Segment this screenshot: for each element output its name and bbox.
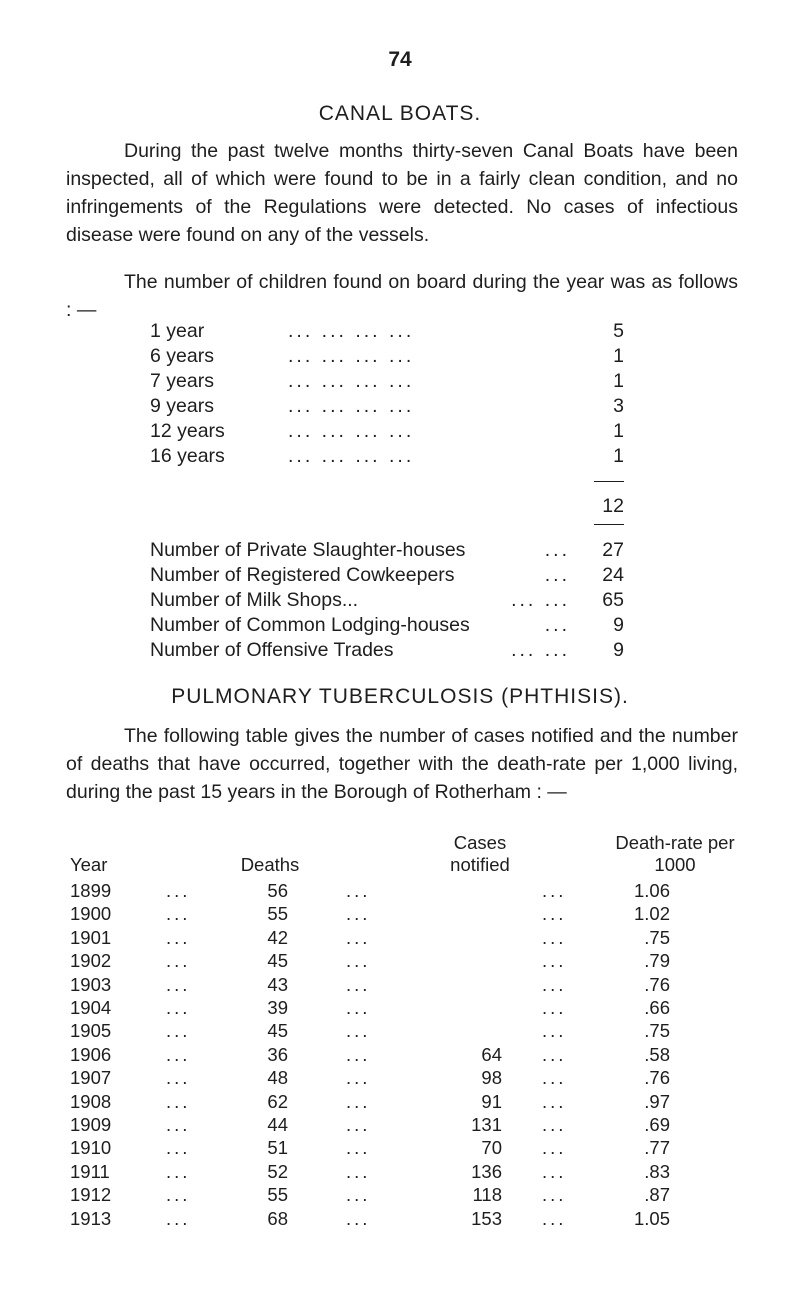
child-age: 1 year (150, 320, 205, 342)
cell-cases: 91 (481, 1090, 502, 1112)
cell-rate: .76 (644, 1067, 670, 1089)
premises-value: 24 (602, 564, 624, 586)
leader-dots: ... (166, 1160, 191, 1182)
leader-dots: ... (346, 880, 371, 901)
cell-deaths: 62 (267, 1090, 288, 1112)
cell-year: 1904 (70, 997, 112, 1018)
children-intro-text: The number of children found on board during the year was as follows : — (66, 271, 738, 321)
leader-dots: ... (544, 539, 570, 561)
leader-dots: ... (346, 1114, 371, 1135)
cell-year: 1909 (70, 1114, 112, 1135)
cell-cases: 153 (471, 1207, 502, 1229)
cell-year: 1910 (70, 1137, 112, 1159)
leader-dots: ... ... ... ... (288, 445, 415, 467)
leader-dots: ... (346, 1020, 371, 1042)
cell-cases: 70 (481, 1137, 502, 1159)
leader-dots: ... (166, 1090, 191, 1112)
cell-year: 1912 (70, 1184, 112, 1206)
leader-dots: ... (542, 1114, 567, 1135)
tuberculosis-paragraph-text: The following table gives the number of cases notified and the number of deaths that have occurred, together with the death-rate per 1,000 living, during the past 15 years in the Borough of Rotherham : — (66, 725, 738, 803)
table-row (0, 949, 800, 973)
cell-deaths: 44 (267, 1114, 288, 1135)
child-count: 1 (613, 420, 624, 442)
leader-dots: ... (542, 1137, 567, 1159)
leader-dots: ... (346, 1184, 371, 1206)
leader-dots: ... (166, 950, 191, 972)
premises-label: Number of Common Lodging-houses (150, 614, 470, 636)
leader-dots: ... (542, 1090, 567, 1112)
header-year: Year (70, 854, 108, 875)
leader-dots: ... (166, 1114, 191, 1135)
header-deaths: Deaths (240, 854, 300, 875)
cell-rate: .83 (644, 1160, 670, 1182)
children-total: 12 (602, 495, 624, 517)
tuberculosis-paragraph (66, 722, 738, 806)
cell-rate: 1.02 (633, 903, 670, 925)
cell-cases: 118 (472, 1184, 502, 1206)
leader-dots: ... (542, 903, 567, 925)
leader-dots: ... (542, 1020, 567, 1042)
leader-dots: ... (346, 1137, 371, 1159)
table-row (0, 1207, 800, 1231)
table-row (0, 926, 800, 950)
canal-boats-heading: CANAL BOATS. (318, 102, 482, 125)
leader-dots: ... (346, 1043, 371, 1065)
cell-deaths: 45 (267, 950, 288, 972)
cell-rate: .69 (644, 1114, 670, 1135)
cell-rate: 1.06 (633, 880, 670, 901)
child-row (150, 443, 624, 469)
leader-dots: ... (166, 1043, 191, 1065)
child-count: 5 (613, 320, 624, 342)
cell-year: 1901 (70, 926, 112, 948)
leader-dots: ... (542, 1043, 567, 1065)
leader-dots: ... (542, 1207, 567, 1229)
leader-dots: ... (346, 1090, 371, 1112)
leader-dots: ... (346, 1160, 371, 1182)
cell-year: 1906 (70, 1043, 112, 1065)
cell-rate: .77 (644, 1137, 670, 1159)
cell-year: 1913 (70, 1207, 112, 1229)
table-row (0, 1090, 800, 1114)
leader-dots: ... (346, 1207, 371, 1229)
child-age: 16 years (150, 445, 225, 467)
cell-deaths: 51 (267, 1137, 288, 1159)
table-row (0, 1113, 800, 1137)
child-count: 1 (613, 345, 624, 367)
leader-dots: ... (542, 997, 567, 1018)
cell-rate: 1.05 (633, 1207, 670, 1229)
cell-deaths: 42 (267, 926, 288, 948)
leader-dots: ... (166, 1137, 191, 1159)
cell-rate: .58 (644, 1043, 670, 1065)
leader-dots: ... (166, 1020, 191, 1042)
cell-year: 1905 (70, 1020, 112, 1042)
premises-value: 9 (613, 639, 624, 661)
cell-rate: .75 (644, 926, 670, 948)
leader-dots: ... (542, 926, 567, 948)
child-count: 3 (613, 395, 624, 417)
cell-cases: 131 (471, 1114, 502, 1135)
cell-rate: .75 (644, 1020, 670, 1042)
leader-dots: ... (346, 926, 371, 948)
premises-row (150, 587, 624, 613)
leader-dots: ... (166, 1184, 191, 1206)
premises-value: 27 (602, 539, 624, 561)
leader-dots: ... (166, 1067, 191, 1089)
leader-dots: ... (542, 880, 567, 901)
tuberculosis-heading: PULMONARY TUBERCULOSIS (PHTHISIS). (171, 685, 629, 708)
leader-dots: ... ... ... ... (288, 345, 415, 367)
canal-paragraph-text: During the past twelve months thirty-seven Canal Boats have been inspected, all of which were found to be in a fairly clean condition, and no infringements of the Regulations were detected. No cases of infectious disease were found on any of the vessels. (66, 140, 738, 246)
table-row (0, 996, 800, 1020)
leader-dots: ... (346, 950, 371, 972)
cell-cases: 64 (481, 1043, 502, 1065)
leader-dots: ... (544, 564, 570, 586)
cell-deaths: 48 (267, 1067, 288, 1089)
leader-dots: ... (166, 926, 191, 948)
leader-dots: ... ... (511, 589, 570, 611)
child-row (150, 368, 624, 394)
leader-dots: ... ... (511, 639, 570, 661)
child-count: 1 (613, 370, 624, 392)
total-rule-bottom (594, 524, 624, 525)
child-row (150, 318, 624, 344)
canal-paragraph (66, 137, 738, 249)
leader-dots: ... (542, 1160, 567, 1182)
leader-dots: ... (346, 997, 371, 1018)
leader-dots: ... ... ... ... (288, 320, 415, 342)
leader-dots: ... (346, 973, 371, 995)
child-age: 12 years (150, 420, 225, 442)
premises-row (150, 637, 624, 663)
leader-dots: ... (166, 973, 191, 995)
premises-label: Number of Registered Cowkeepers (150, 564, 455, 586)
cell-deaths: 39 (267, 997, 288, 1018)
table-row (0, 1019, 800, 1043)
leader-dots: ... (166, 1207, 191, 1229)
leader-dots: ... (544, 614, 570, 636)
premises-row (150, 612, 624, 638)
leader-dots: ... (346, 903, 371, 925)
table-row (0, 1183, 800, 1207)
leader-dots: ... (166, 903, 191, 925)
leader-dots: ... (542, 1067, 567, 1089)
children-total-row (594, 493, 624, 519)
cell-cases: 98 (481, 1067, 502, 1089)
cell-year: 1911 (70, 1160, 110, 1182)
cell-deaths: 45 (267, 1020, 288, 1042)
child-row (150, 343, 624, 369)
cell-rate: .79 (644, 950, 670, 972)
page-number: 74 (388, 48, 412, 71)
table-row (0, 1136, 800, 1160)
child-age: 7 years (150, 370, 214, 392)
leader-dots: ... ... ... ... (288, 420, 415, 442)
cell-year: 1903 (70, 973, 112, 995)
table-row (0, 879, 800, 903)
child-row (150, 418, 624, 444)
leader-dots: ... (166, 880, 191, 901)
leader-dots: ... (346, 1067, 371, 1089)
leader-dots: ... (166, 997, 191, 1018)
cell-deaths: 55 (267, 1184, 288, 1206)
leader-dots: ... (542, 973, 567, 995)
total-rule-top (594, 481, 624, 482)
cell-year: 1907 (70, 1067, 112, 1089)
cell-rate: .87 (644, 1184, 670, 1206)
cell-deaths: 55 (267, 903, 288, 925)
leader-dots: ... ... ... ... (288, 370, 415, 392)
child-row (150, 393, 624, 419)
leader-dots: ... (542, 950, 567, 972)
premises-label: Number of Milk Shops... (150, 589, 359, 611)
table-row (0, 1066, 800, 1090)
cell-deaths: 43 (267, 973, 288, 995)
children-intro (66, 268, 738, 324)
cell-year: 1899 (70, 880, 112, 901)
child-age: 9 years (150, 395, 214, 417)
premises-value: 65 (602, 589, 624, 611)
cell-deaths: 52 (267, 1160, 288, 1182)
cell-year: 1900 (70, 903, 112, 925)
premises-row (150, 562, 624, 588)
cell-deaths: 36 (267, 1043, 288, 1065)
cell-rate: .66 (644, 997, 670, 1018)
premises-row (150, 537, 624, 563)
cell-deaths: 68 (267, 1207, 288, 1229)
table-row (0, 1160, 800, 1184)
cell-year: 1902 (70, 950, 112, 972)
table-row (0, 973, 800, 997)
cell-rate: .76 (644, 973, 670, 995)
cell-deaths: 56 (267, 880, 288, 901)
header-rate: Death-rate per 1000 (615, 832, 735, 875)
leader-dots: ... ... ... ... (288, 395, 415, 417)
cell-cases: 136 (471, 1160, 502, 1182)
premises-label: Number of Offensive Trades (150, 639, 394, 661)
cell-rate: .97 (644, 1090, 670, 1112)
header-cases: Cases notified (450, 832, 510, 875)
child-count: 1 (613, 445, 624, 467)
premises-value: 9 (613, 614, 624, 636)
table-row (0, 902, 800, 926)
cell-year: 1908 (70, 1090, 112, 1112)
child-age: 6 years (150, 345, 214, 367)
premises-label: Number of Private Slaughter-houses (150, 539, 466, 561)
leader-dots: ... (542, 1184, 567, 1206)
table-row (0, 1043, 800, 1067)
